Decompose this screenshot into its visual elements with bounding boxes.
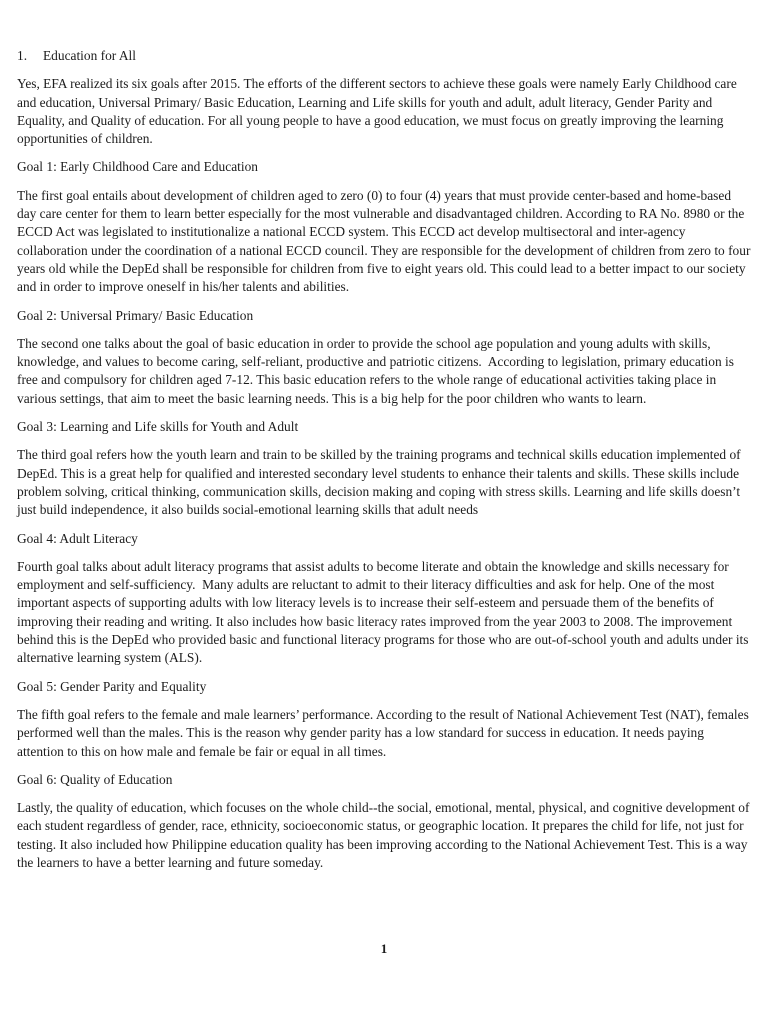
goal-2-heading: Goal 2: Universal Primary/ Basic Education	[17, 307, 254, 323]
goal-1-heading: Goal 1: Early Childhood Care and Education	[17, 159, 258, 175]
goal-1-paragraph: The first goal entails about development of children aged to zero (0) to four (4) years that must provide center-based and home-based day care center for them to learn better especially for the most vulnerable and disadvantaged children. According to RA No. 8980 or the ECCD Act was legislated to institutionalize a national ECCD system. This ECCD act develop multisectoral and inter-agency collaboration under the coordination of a national ECCD council. They are responsible for the development of children from zero to four years old while the DepEd shall be responsible for children from five to eight years old. This could lead to a better impact to our society and in order to improve oneself in his/her talents and abilities.	[17, 187, 754, 295]
document-title	[17, 47, 751, 65]
goal-3-paragraph: The third goal refers how the youth learn and train to be skilled by the training programs and technical skills education implemented of DepEd. This is a great help for qualified and interested secondary level students to enhance their talents and skills. These skills include problem solving, critical thinking, communication skills, decision making and coping with stress skills. Learning and life skills doesn’t just build independence, it also builds social-emotional learning skills that adult needs	[17, 447, 744, 518]
goal-3-heading: Goal 3: Learning and Life skills for Youth and Adult	[17, 419, 299, 435]
goal-4-paragraph: Fourth goal talks about adult literacy programs that assist adults to become literate and obtain the knowledge and skills necessary for employment and self-sufficiency. Many adults are reluctant to admit to their literacy difficulties and ask for help. One of the most important aspects of supporting adults with low literacy levels is to increase their self-esteem and persuade them of the benefits of improving their reading and writing. It also includes how basic literacy rates improved from the year 2003 to 2008. The improvement behind this is the DepEd who provided basic and functional literacy programs for those who are out-of-school youth and adults under its alternative learning system (ALS).	[17, 558, 752, 666]
title-list-number: 1.	[17, 48, 28, 63]
title-text: Education for All	[43, 48, 136, 63]
goal-6-heading: Goal 6: Quality of Education	[17, 771, 173, 787]
goal-5-paragraph: The fifth goal refers to the female and male learners’ performance. According to the result of National Achievement Test (NAT), females performed well than the males. This is the reason why gender parity has a low standard for success in education. It needs paying attention to this on how male and female be fair or equal in all times.	[17, 706, 753, 759]
intro-paragraph: Yes, EFA realized its six goals after 2015. The efforts of the different sectors to achieve these goals were namely Early Childhood care and education, Universal Primary/ Basic Education, Learning and Life skills for youth and adult, adult literacy, Gender Parity and Equality, and Quality of education. For all young people to have a good education, we must focus on greatly improving the learning opportunities of children.	[17, 76, 741, 147]
goal-2-paragraph: The second one talks about the goal of basic education in order to provide the school age population and young adults with skills, knowledge, and values to become caring, self-reliant, productive and patriotic citizens. According to legislation, primary education is free and compulsory for children aged 7-12. This basic education refers to the whole range of educational activities taking place in various settings, that aim to meet the basic learning needs. This is a big help for the poor children who wants to learn.	[17, 335, 738, 406]
page-number: 1	[380, 941, 388, 956]
goal-6-paragraph: Lastly, the quality of education, which focuses on the whole child--the social, emotional, mental, physical, and cognitive development of each student regardless of gender, race, ethnicity, socioeconomic status, or geographic location. It prepares the child for life, not just for testing. It also included how Philippine education quality has been improving according to the National Achievement Test. This is a way the learners to have a better learning and future someday.	[17, 800, 753, 870]
goal-4-heading: Goal 4: Adult Literacy	[17, 530, 138, 546]
goal-5-heading: Goal 5: Gender Parity and Equality	[17, 678, 207, 694]
